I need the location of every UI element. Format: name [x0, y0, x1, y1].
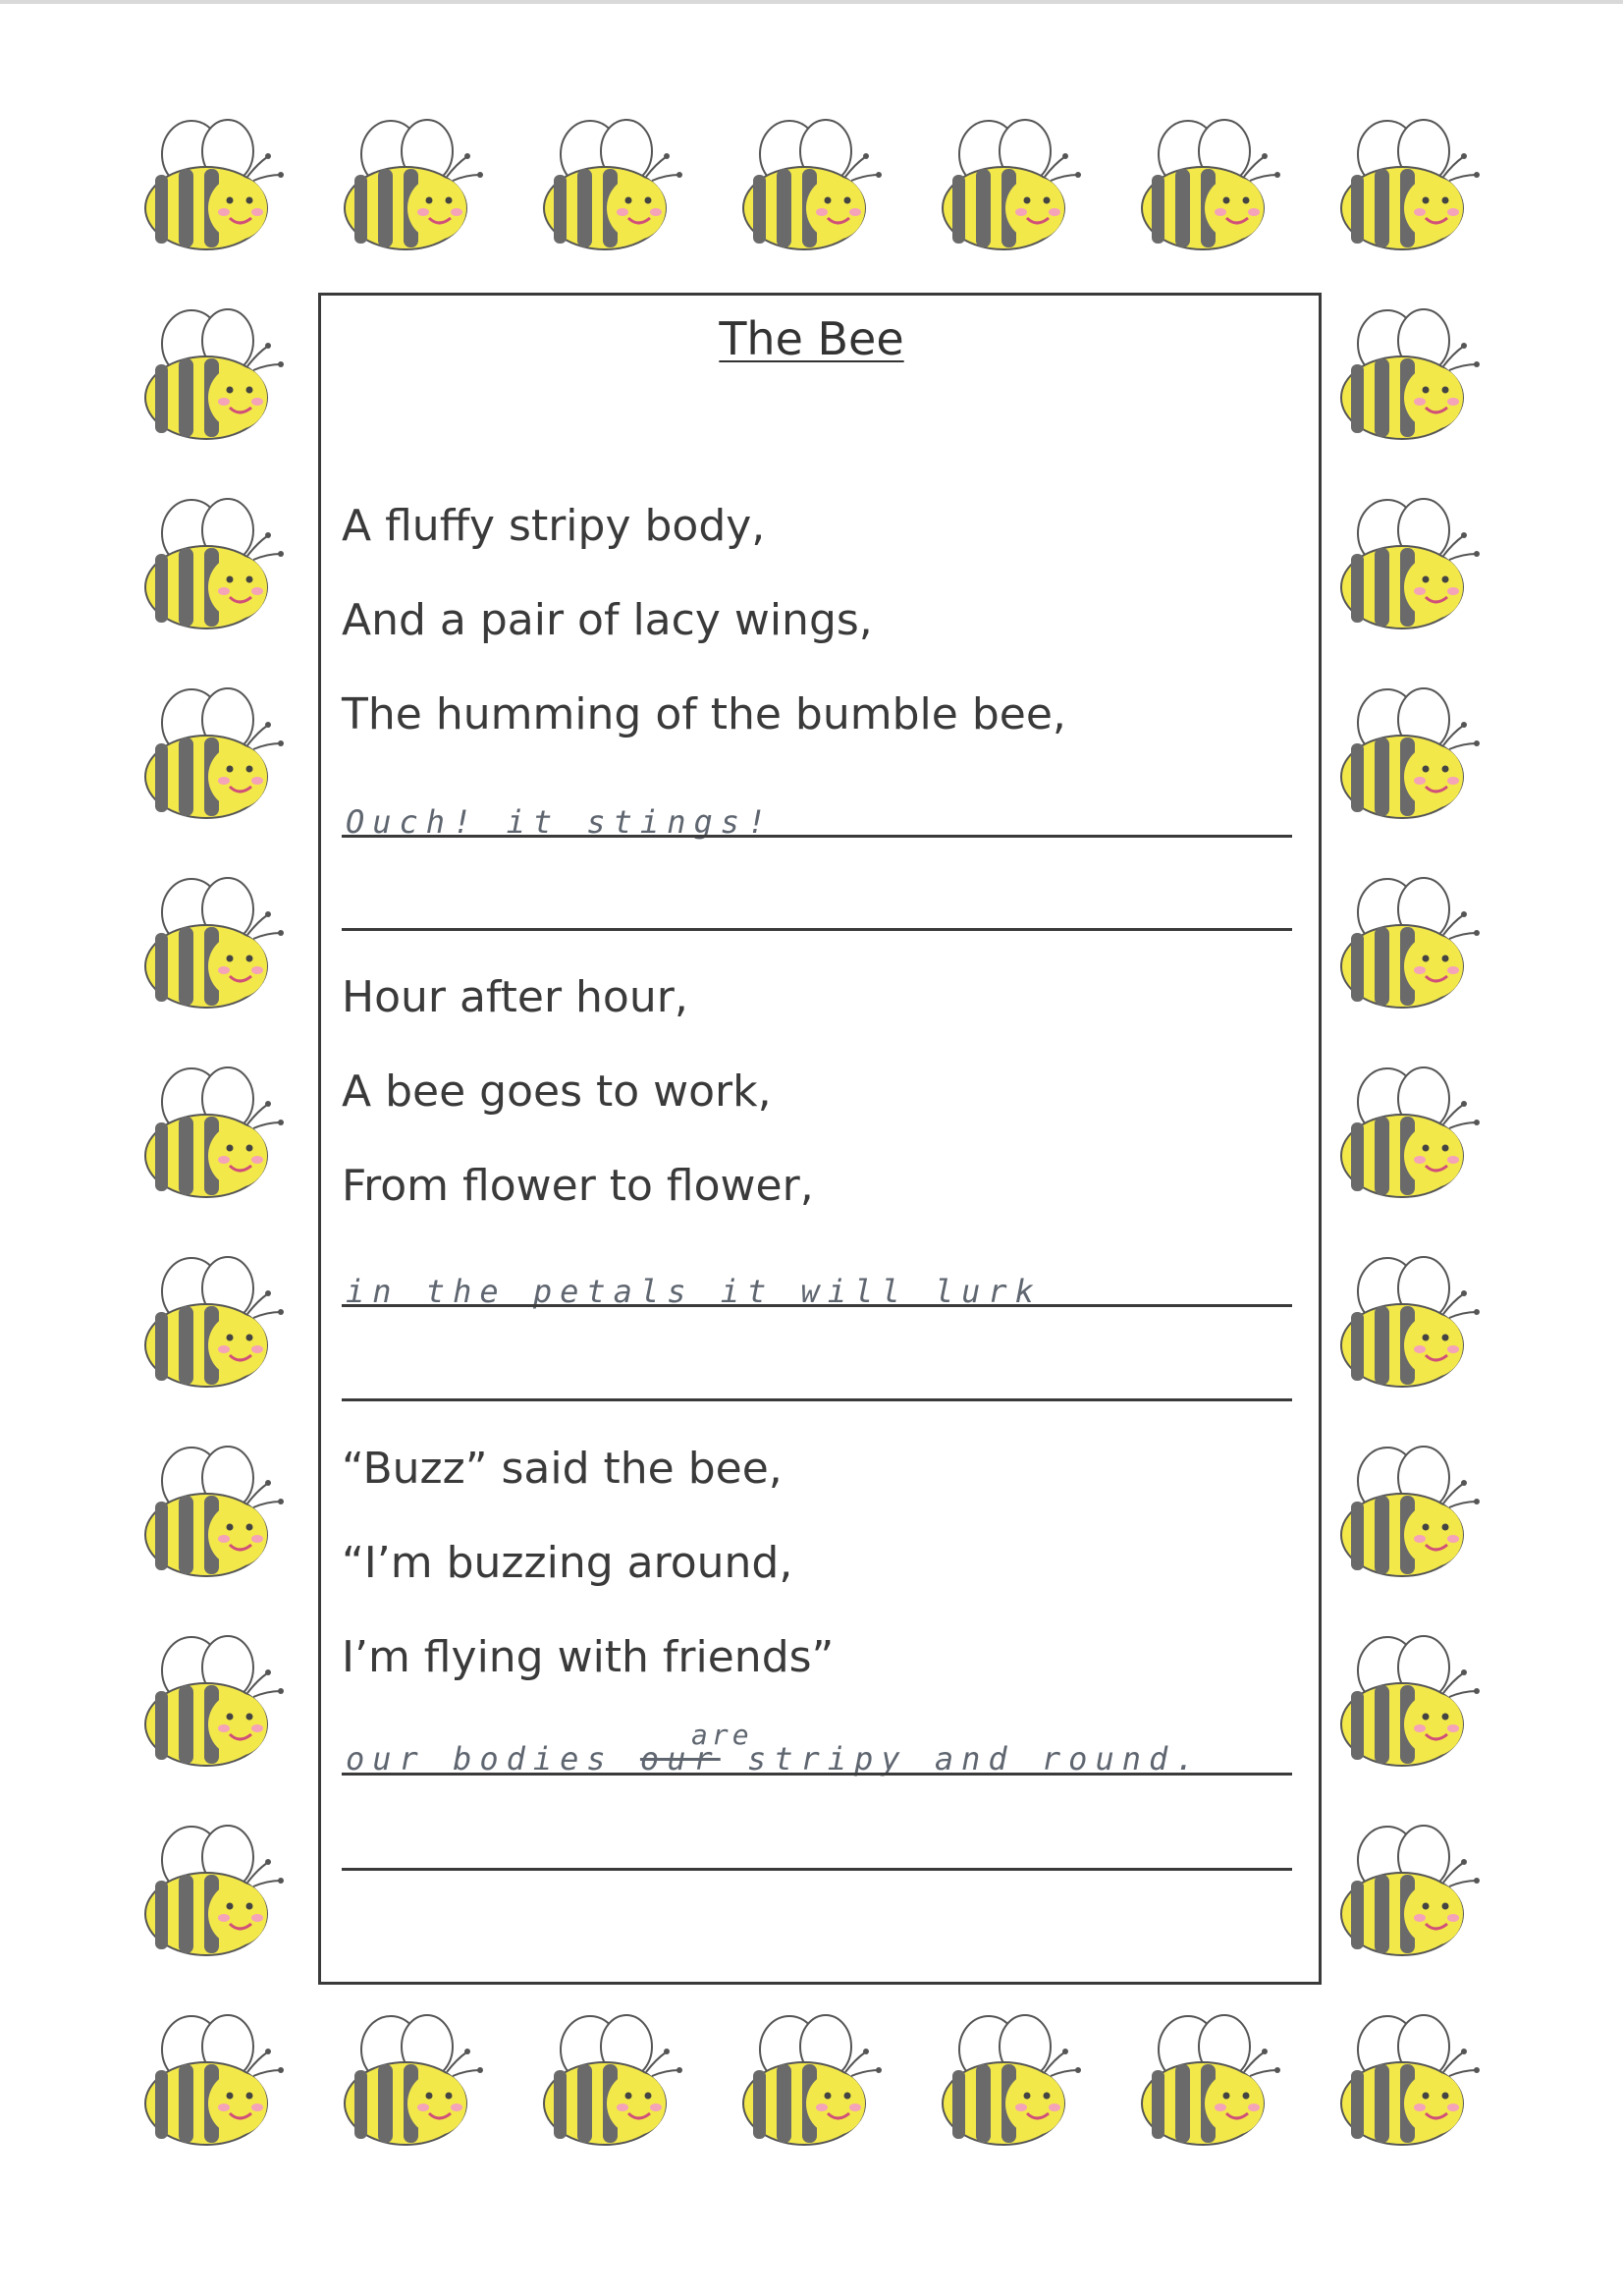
bee-icon — [337, 2005, 484, 2153]
bee-icon — [1333, 110, 1481, 257]
poem-line: A bee goes to work, — [342, 1066, 772, 1117]
bee-icon — [1333, 1437, 1481, 1584]
bee-icon — [137, 110, 285, 257]
poem-line: Hour after hour, — [342, 972, 688, 1022]
poem-line: A fluffy stripy body, — [342, 501, 766, 551]
bee-icon — [536, 2005, 683, 2153]
bee-icon — [735, 2005, 883, 2153]
bee-icon — [1134, 110, 1281, 257]
bee-icon — [536, 110, 683, 257]
bee-icon — [137, 1626, 285, 1774]
bee-icon — [935, 110, 1082, 257]
poem-line: “Buzz” said the bee, — [342, 1444, 783, 1494]
handwritten-insert: are — [691, 1719, 753, 1751]
bee-icon — [1333, 1626, 1481, 1774]
poem-line: “I’m buzzing around, — [342, 1538, 793, 1588]
writing-line[interactable] — [342, 1868, 1292, 1871]
handwritten-end: stripy and round. — [746, 1740, 1203, 1777]
bee-icon — [1333, 489, 1481, 636]
writing-line[interactable] — [342, 1304, 1292, 1307]
handwritten-answer: Ouch! it stings! — [346, 803, 775, 841]
bee-icon — [137, 679, 285, 826]
poem-title: The Bee — [719, 312, 904, 365]
bee-icon — [1134, 2005, 1281, 2153]
poem-line: The humming of the bumble bee, — [342, 689, 1066, 739]
bee-icon — [137, 489, 285, 636]
bee-icon — [137, 1247, 285, 1394]
bee-icon — [137, 1816, 285, 1963]
handwritten-struck: our — [639, 1740, 721, 1777]
bee-icon — [1333, 2005, 1481, 2153]
bee-icon — [137, 2005, 285, 2153]
bee-icon — [1333, 679, 1481, 826]
bee-icon — [137, 1437, 285, 1584]
bee-icon — [935, 2005, 1082, 2153]
bee-icon — [1333, 1247, 1481, 1394]
poem-line: And a pair of lacy wings, — [342, 595, 873, 645]
bee-icon — [1333, 1058, 1481, 1205]
bee-icon — [137, 868, 285, 1015]
writing-line[interactable] — [342, 1398, 1292, 1401]
bee-icon — [137, 1058, 285, 1205]
handwritten-start: our bodies — [346, 1740, 614, 1777]
handwritten-answer: in the petals it will lurk — [346, 1273, 1042, 1310]
poem-line: From flower to flower, — [342, 1161, 814, 1211]
writing-line[interactable] — [342, 1773, 1292, 1776]
bee-icon — [337, 110, 484, 257]
writing-line[interactable] — [342, 928, 1292, 931]
bee-icon — [1333, 1816, 1481, 1963]
writing-line[interactable] — [342, 835, 1292, 838]
poem-line: I’m flying with friends” — [342, 1632, 835, 1682]
bee-icon — [1333, 868, 1481, 1015]
bee-icon — [735, 110, 883, 257]
scan-edge — [0, 0, 1623, 4]
